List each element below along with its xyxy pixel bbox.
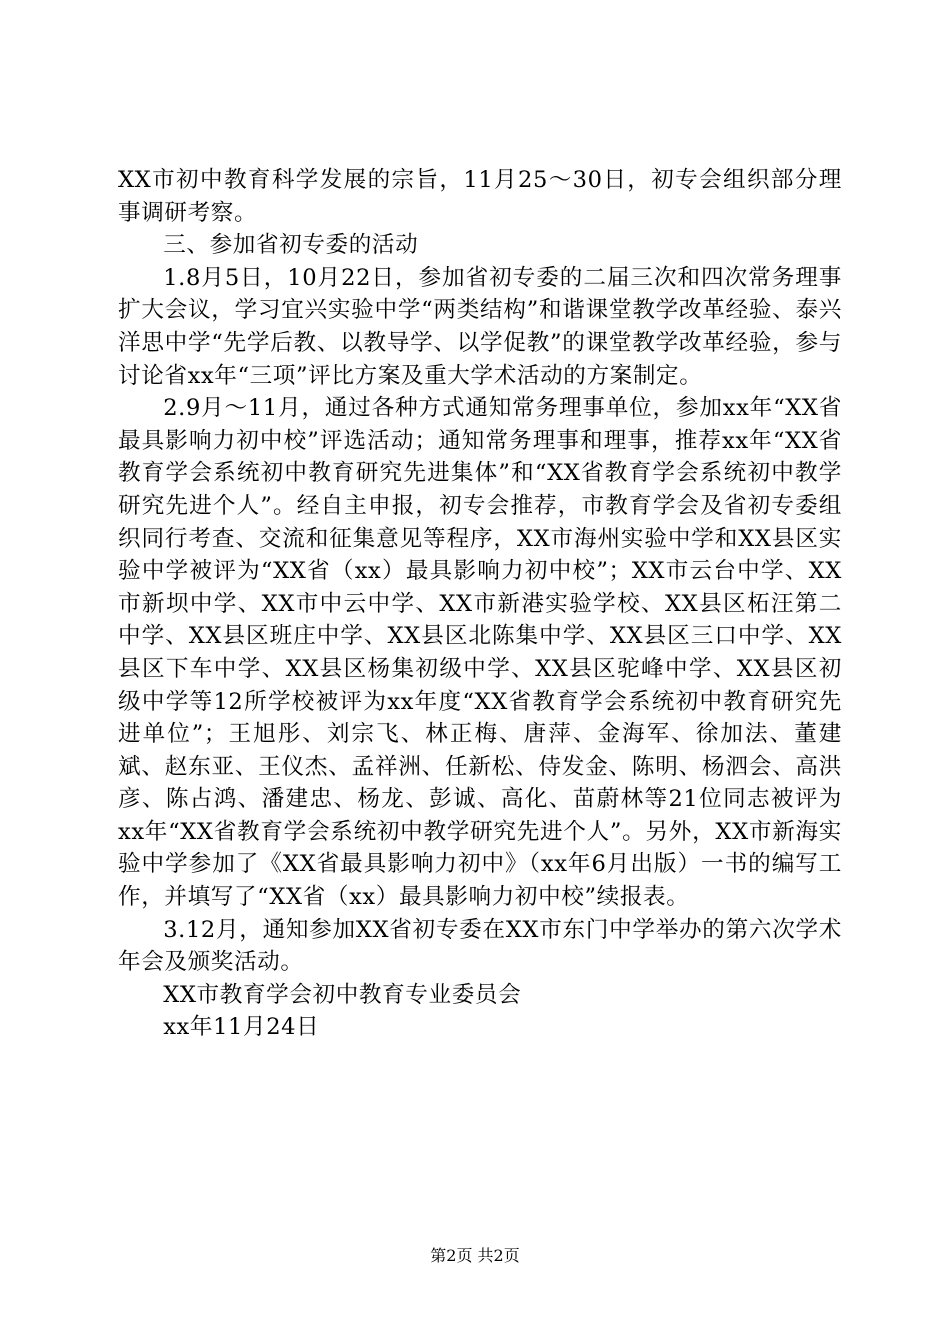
page-number-footer: 第2页 共2页	[430, 1246, 520, 1265]
signature-organization: XX市教育学会初中教育专业委员会	[163, 981, 522, 1008]
paragraph-continuation: XX市初中教育科学发展的宗旨，11月25～30日，初专会组织部分理事调研考察。	[118, 167, 842, 226]
section-heading: 三、参加省初专委的活动	[163, 232, 419, 259]
paragraph-item-2: 2.9月～11月，通过各种方式通知常务理事单位，参加xx年“XX省最具影响力初中校”评选活动；通知常务理事和理事，推荐xx年“XX省教育学会系统初中教育研究先进集体”和“XX省教育学会系统初中教学研究先进个人”。经自主申报，初专会推荐，市教育学会及省初专委组织同行考查、交流和征集意见等程序，XX市海州实验中学和XX县区实验中学被评为“XX省（xx）最具影响力初中校”；XX市云台中学、XX市新坝中学、XX市中云中学、XX市新港实验学校、XX县区柘汪第二中学、XX县区班庄中学、XX县区北陈集中学、XX县区三口中学、XX县区下车中学、XX县区杨集初级中学、XX县区驼峰中学、XX县区初级中学等12所学校被评为xx年度“XX省教育学会系统初中教育研究先进单位”；王旭彤、刘宗飞、林正梅、唐萍、金海军、徐加法、董建斌、赵东亚、王仪杰、孟祥洲、任新松、侍发金、陈明、杨泗会、高洪彦、陈占鸿、潘建忠、杨龙、彭诚、高化、苗蔚林等21位同志被评为xx年“XX省教育学会系统初中教学研究先进个人”。另外，XX市新海实验中学参加了《XX省最具影响力初中》（xx年6月出版）一书的编写工作，并填写了“XX省（xx）最具影响力初中校”续报表。	[118, 395, 842, 911]
paragraph-item-1: 1.8月5日，10月22日，参加省初专委的二届三次和四次常务理事扩大会议，学习宜兴实验中学“两类结构”和谐课堂教学改革经验、泰兴洋思中学“先学后教、以教导学、以学促教”的课堂教学改革经验，参与讨论省xx年“三项”评比方案及重大学术活动的方案制定。	[118, 264, 842, 389]
document-body	[118, 164, 842, 1044]
signature-date: xx年11月24日	[163, 1014, 320, 1041]
paragraph-item-3: 3.12月，通知参加XX省初专委在XX市东门中学举办的第六次学术年会及颁奖活动。	[118, 916, 842, 976]
